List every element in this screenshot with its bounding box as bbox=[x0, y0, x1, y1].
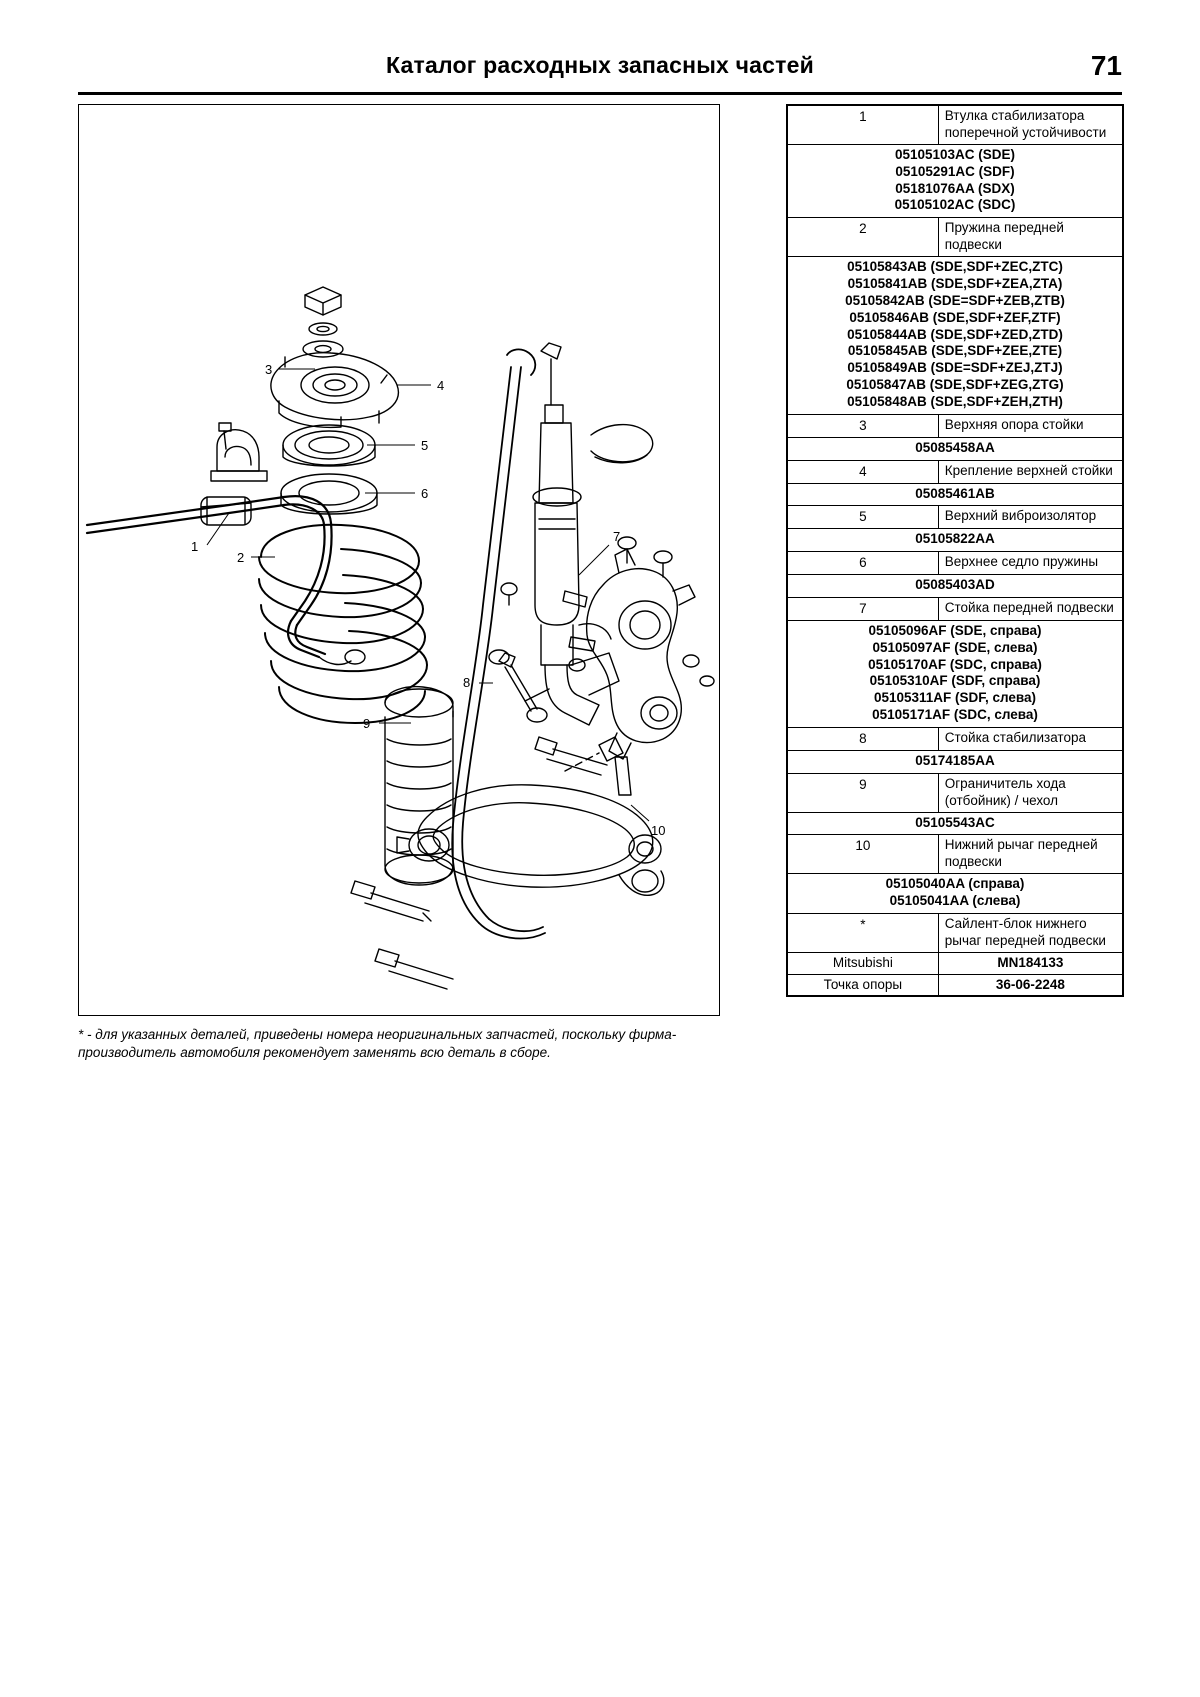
part-code: 05105170AF (SDC, справа) bbox=[868, 656, 1042, 672]
callout-2: 2 bbox=[237, 550, 245, 565]
part-index: 7 bbox=[788, 597, 939, 620]
part-code: 05105311AF (SDF, слева) bbox=[873, 690, 1037, 706]
part-codes bbox=[788, 575, 1123, 598]
callout-7: 7 bbox=[613, 529, 621, 544]
table-row bbox=[788, 257, 1123, 415]
part-codes bbox=[788, 437, 1123, 460]
part-name: Стойка стабилизатора bbox=[938, 728, 1122, 751]
part-name: Верхнее седло пружины bbox=[938, 552, 1122, 575]
part-name: Верхняя опора стойки bbox=[938, 414, 1122, 437]
part-code: 05105845AB (SDE,SDF+ZEE,ZTE) bbox=[847, 343, 1063, 359]
table-row bbox=[788, 750, 1123, 773]
part-code: 05105849AB (SDE=SDF+ZEJ,ZTJ) bbox=[847, 360, 1063, 376]
part-codes bbox=[788, 257, 1123, 415]
part-codes bbox=[788, 620, 1123, 727]
callout-3: 3 bbox=[265, 362, 273, 377]
part-index: * bbox=[788, 913, 939, 952]
part-name: Сайлент-блок нижнего рычаг передней подвески bbox=[938, 913, 1122, 952]
callout-4: 4 bbox=[437, 378, 445, 393]
part-code: 05105041AA (слева) bbox=[889, 893, 1021, 908]
table-row bbox=[788, 913, 1123, 952]
part-index: 2 bbox=[788, 218, 939, 257]
part-index: 5 bbox=[788, 506, 939, 529]
table-row bbox=[788, 773, 1123, 812]
table-row bbox=[788, 874, 1123, 914]
part-code: 05174185AA bbox=[915, 752, 995, 768]
callout-9: 9 bbox=[363, 716, 371, 731]
part-code: 05181076AA (SDX) bbox=[895, 180, 1015, 196]
part-index: 10 bbox=[788, 835, 939, 874]
part-codes bbox=[788, 529, 1123, 552]
page-title: Каталог расходных запасных частей bbox=[386, 52, 814, 78]
part-name: Втулка стабилизатора поперечной устойчивости bbox=[938, 106, 1122, 145]
part-code: 05105848AB (SDE,SDF+ZEH,ZTH) bbox=[847, 394, 1063, 409]
table-row bbox=[788, 552, 1123, 575]
part-code: 05085403AD bbox=[915, 577, 995, 592]
callout-10: 10 bbox=[651, 823, 666, 838]
supplier-name: Точка опоры bbox=[788, 974, 939, 996]
footnote-text: * - для указанных деталей, приведены номера неоригинальных запчастей, поскольку фирма-производитель автомобиля рекомендует заменять всю деталь в сборе. bbox=[78, 1027, 677, 1061]
part-codes bbox=[788, 874, 1123, 914]
part-code: 05105097AF (SDE, слева) bbox=[872, 639, 1038, 655]
part-index: 8 bbox=[788, 728, 939, 751]
part-code: 05105103AC (SDE) bbox=[894, 146, 1016, 162]
part-name: Пружина передней подвески bbox=[938, 218, 1122, 257]
part-code: 05105844AB (SDE,SDF+ZED,ZTD) bbox=[847, 326, 1063, 342]
parts-list-table bbox=[786, 104, 1124, 997]
part-index: 3 bbox=[788, 414, 939, 437]
part-codes bbox=[788, 144, 1123, 218]
part-code: 05105847AB (SDE,SDF+ZEG,ZTG) bbox=[846, 377, 1064, 393]
part-codes bbox=[788, 812, 1123, 835]
part-name: Стойка передней подвески bbox=[938, 597, 1122, 620]
callout-5: 5 bbox=[421, 438, 429, 453]
table-row bbox=[788, 437, 1123, 460]
page-number: 71 bbox=[1090, 50, 1122, 81]
callout-8: 8 bbox=[463, 675, 471, 690]
table-row bbox=[788, 506, 1123, 529]
part-code: 05105096AF (SDE, справа) bbox=[868, 622, 1042, 638]
supplier-code: 36-06-2248 bbox=[938, 974, 1122, 996]
part-index: 4 bbox=[788, 460, 939, 483]
suspension-diagram bbox=[79, 105, 719, 1015]
table-row bbox=[788, 144, 1123, 218]
supplier-code: MN184133 bbox=[938, 952, 1122, 974]
exploded-view-figure bbox=[78, 104, 720, 1016]
part-name: Ограничитель хода (отбойник) / чехол bbox=[938, 773, 1122, 812]
part-code: 05105102AC (SDC) bbox=[894, 197, 1016, 213]
table-row bbox=[788, 597, 1123, 620]
table-row bbox=[788, 575, 1123, 598]
part-code: 05105843AB (SDE,SDF+ZEC,ZTC) bbox=[847, 259, 1063, 274]
part-code: 05105841AB (SDE,SDF+ZEA,ZTA) bbox=[847, 275, 1063, 291]
table-row bbox=[788, 106, 1123, 145]
table-row bbox=[788, 218, 1123, 257]
part-code: 05105291AC (SDF) bbox=[895, 163, 1015, 179]
table-row bbox=[788, 728, 1123, 751]
part-codes bbox=[788, 483, 1123, 506]
table-row bbox=[788, 835, 1123, 874]
part-index: 1 bbox=[788, 106, 939, 145]
table-row bbox=[788, 974, 1123, 996]
part-code: 05105846AB (SDE,SDF+ZEF,ZTF) bbox=[849, 309, 1061, 325]
part-code: 05105040AA (справа) bbox=[885, 876, 1025, 892]
part-codes bbox=[788, 750, 1123, 773]
page-header bbox=[78, 52, 1122, 92]
part-code: 05105310AF (SDF, справа) bbox=[869, 673, 1041, 689]
part-name: Верхний виброизолятор bbox=[938, 506, 1122, 529]
part-code: 05105171AF (SDC, слева) bbox=[872, 707, 1038, 723]
table-row bbox=[788, 952, 1123, 974]
callout-1: 1 bbox=[191, 539, 199, 554]
supplier-name: Mitsubishi bbox=[788, 952, 939, 974]
part-name: Нижний рычаг передней подвески bbox=[938, 835, 1122, 874]
table-row bbox=[788, 483, 1123, 506]
part-index: 6 bbox=[788, 552, 939, 575]
header-divider bbox=[78, 92, 1122, 95]
part-code: 05105822AA bbox=[915, 531, 995, 547]
table-row bbox=[788, 529, 1123, 552]
part-code: 05105543AC bbox=[915, 814, 995, 830]
part-code: 05085458AA bbox=[915, 439, 995, 455]
table-row bbox=[788, 620, 1123, 727]
part-name: Крепление верхней стойки bbox=[938, 460, 1122, 483]
part-code: 05105842AB (SDE=SDF+ZEB,ZTB) bbox=[845, 292, 1065, 308]
part-index: 9 bbox=[788, 773, 939, 812]
callout-6: 6 bbox=[421, 486, 429, 501]
table-row bbox=[788, 414, 1123, 437]
table-row bbox=[788, 460, 1123, 483]
table-row bbox=[788, 812, 1123, 835]
part-code: 05085461AB bbox=[915, 485, 995, 501]
